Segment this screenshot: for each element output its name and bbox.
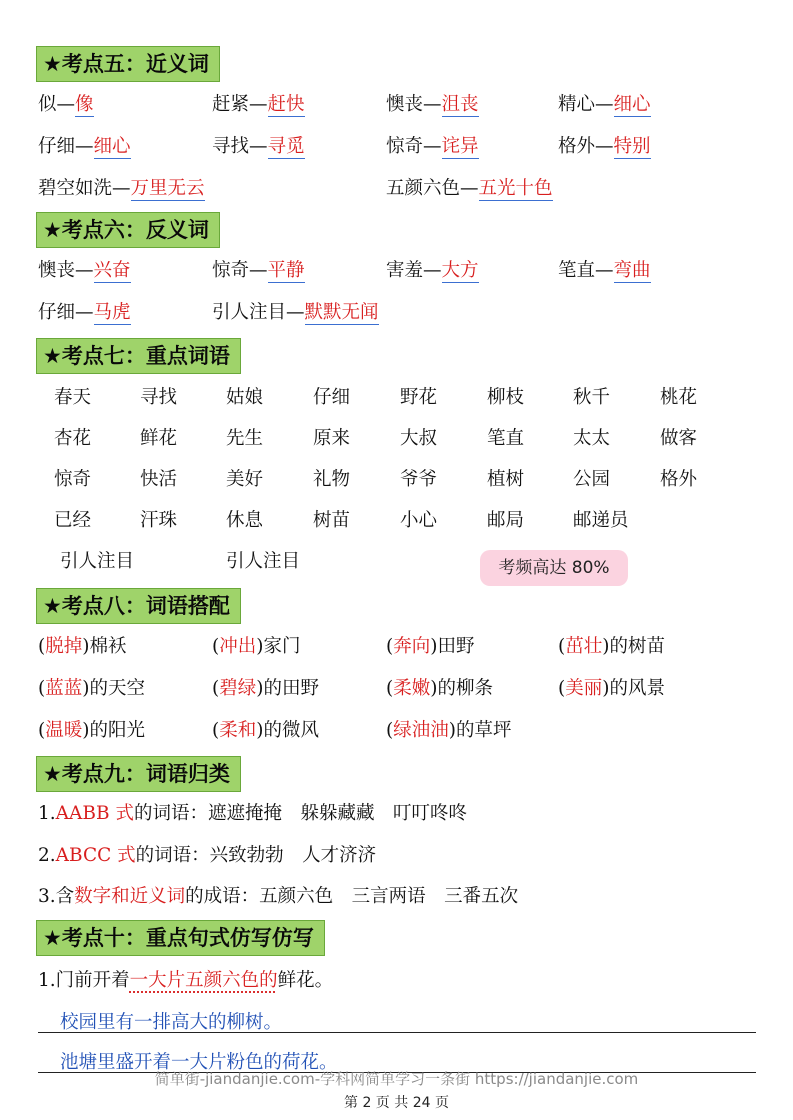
- word: )的风景: [602, 678, 665, 699]
- paren: (: [38, 720, 46, 741]
- answer: 兴奋: [93, 260, 131, 281]
- sentence-start: 1.门前开着: [38, 970, 130, 991]
- pattern: AABB 式: [55, 803, 134, 824]
- word: 精心—: [558, 94, 614, 115]
- item-text: 的成语：五颜六色 三言两语 三番五次: [185, 886, 519, 907]
- classify-line-1: [38, 801, 467, 827]
- item-number: 1.: [38, 803, 56, 824]
- key-word: 礼物: [313, 469, 351, 490]
- word: )的柳条: [430, 678, 493, 699]
- paren: (: [386, 720, 394, 741]
- word: 寻找—: [212, 136, 268, 157]
- answer: 细心: [613, 94, 651, 115]
- key-word: 邮局: [487, 510, 525, 531]
- page-footer: 第 2 页 共 24 页: [344, 1095, 449, 1111]
- answer: 奔向: [393, 636, 431, 657]
- answer: 马虎: [93, 302, 131, 323]
- section-header-8: ★考点八：词语搭配: [36, 588, 241, 624]
- key-word: 柳枝: [487, 387, 525, 408]
- answer: 赶快: [267, 94, 305, 115]
- answer: 脱掉: [45, 636, 83, 657]
- answer: 五光十色: [478, 178, 553, 199]
- key-word: 公园: [573, 469, 611, 490]
- answer-line-1: 校园里有一排高大的柳树。: [60, 1012, 283, 1033]
- key-word: 小心: [400, 510, 438, 531]
- imitation-question-1: [38, 968, 333, 994]
- answer: 像: [75, 94, 94, 115]
- word: )的阳光: [82, 720, 145, 741]
- answer: 柔和: [219, 720, 257, 741]
- answer-line-2: 池塘里盛开着一大片粉色的荷花。: [60, 1052, 338, 1073]
- word: 懊丧—: [386, 94, 442, 115]
- answer: 沮丧: [441, 94, 479, 115]
- answer: 柔嫩: [393, 678, 431, 699]
- key-word: 植树: [487, 469, 525, 490]
- key-word: 野花: [400, 387, 438, 408]
- pattern: ABCC 式: [55, 845, 136, 866]
- answer: 特别: [613, 136, 651, 157]
- answer: 细心: [93, 136, 131, 157]
- key-word: 引人注目: [226, 551, 301, 572]
- item-number: 3.含: [38, 886, 75, 907]
- key-word: 太太: [573, 428, 611, 449]
- frequency-badge: 考频高达 80%: [480, 550, 628, 586]
- word: 五颜六色—: [386, 178, 479, 199]
- section-header-7: ★考点七：重点词语: [36, 338, 241, 374]
- sentence-end: 鲜花。: [277, 970, 334, 991]
- key-word: 姑娘: [226, 387, 264, 408]
- word: )的微风: [256, 720, 319, 741]
- word: )的草坪: [448, 720, 512, 741]
- word: 懊丧—: [38, 260, 94, 281]
- key-word: 春天: [54, 387, 92, 408]
- word: 仔细—: [38, 136, 94, 157]
- section-header-10: ★考点十：重点句式仿写仿写: [36, 920, 325, 956]
- key-word: 桃花: [660, 387, 698, 408]
- key-word: 爷爷: [400, 469, 438, 490]
- word: )家门: [256, 636, 301, 657]
- word: 惊奇—: [212, 260, 268, 281]
- paren: (: [38, 678, 46, 699]
- key-word: 寻找: [140, 387, 178, 408]
- section-header-5: ★考点五：近义词: [36, 46, 220, 82]
- paren: (: [212, 636, 220, 657]
- word: )的天空: [82, 678, 145, 699]
- paren: (: [38, 636, 46, 657]
- pattern: 数字和近义词: [74, 886, 186, 907]
- answer: 万里无云: [130, 178, 205, 199]
- paren: (: [558, 636, 566, 657]
- emphasis: 一大片五颜六色的: [129, 970, 278, 991]
- key-word: 鲜花: [140, 428, 178, 449]
- word: 害羞—: [386, 260, 442, 281]
- answer: 绿油油: [393, 720, 449, 741]
- key-word: 休息: [226, 510, 264, 531]
- answer: 大方: [441, 260, 479, 281]
- item-text: 的词语：遮遮掩掩 躲躲藏藏 叮叮咚咚: [133, 803, 467, 824]
- answer: 茁壮: [565, 636, 603, 657]
- answer: 碧绿: [219, 678, 257, 699]
- word: 惊奇—: [386, 136, 442, 157]
- key-word: 美好: [226, 469, 264, 490]
- answer: 温暖: [45, 720, 83, 741]
- key-word: 邮递员: [573, 510, 629, 531]
- answer: 弯曲: [613, 260, 651, 281]
- section-header-9: ★考点九：词语归类: [36, 756, 241, 792]
- key-word: 大叔: [400, 428, 438, 449]
- classify-line-3: [38, 884, 518, 910]
- key-word: 杏花: [54, 428, 92, 449]
- word: 赶紧—: [212, 94, 268, 115]
- word: 格外—: [558, 136, 614, 157]
- word: 碧空如洗—: [38, 178, 131, 199]
- word: )的树苗: [602, 636, 665, 657]
- answer: 冲出: [219, 636, 257, 657]
- word: 笔直—: [558, 260, 614, 281]
- answer: 诧异: [441, 136, 479, 157]
- key-word: 原来: [313, 428, 351, 449]
- key-word: 做客: [660, 428, 698, 449]
- answer: 寻觅: [267, 136, 305, 157]
- key-word: 汗珠: [140, 510, 178, 531]
- key-word: 先生: [226, 428, 264, 449]
- key-word: 仔细: [313, 387, 351, 408]
- answer: 默默无闻: [304, 302, 379, 323]
- paren: (: [386, 678, 394, 699]
- word: 引人注目—: [212, 302, 305, 323]
- word: 仔细—: [38, 302, 94, 323]
- item-text: 的词语：兴致勃勃 人才济济: [135, 845, 377, 866]
- paren: (: [212, 720, 220, 741]
- word: 似—: [38, 94, 76, 115]
- key-word: 惊奇: [54, 469, 92, 490]
- paren: (: [386, 636, 394, 657]
- word: )棉袄: [82, 636, 127, 657]
- paren: (: [558, 678, 566, 699]
- key-word: 格外: [660, 469, 698, 490]
- key-word: 秋千: [573, 387, 611, 408]
- item-number: 2.: [38, 845, 56, 866]
- paren: (: [212, 678, 220, 699]
- key-word: 笔直: [487, 428, 525, 449]
- answer: 蓝蓝: [45, 678, 83, 699]
- section-header-6: ★考点六：反义词: [36, 212, 220, 248]
- key-word: 树苗: [313, 510, 351, 531]
- key-word: 快活: [140, 469, 178, 490]
- answer: 美丽: [565, 678, 603, 699]
- watermark: 简单街-jiandanjie.com-学科网简单学习一条街 https://jiandanjie.com: [154, 1070, 639, 1088]
- classify-line-2: [38, 843, 376, 869]
- answer: 平静: [267, 260, 305, 281]
- key-word: 引人注目: [60, 551, 135, 572]
- answer-rule-1: [38, 1032, 756, 1033]
- word: )的田野: [256, 678, 319, 699]
- key-word: 已经: [54, 510, 92, 531]
- word: )田野: [430, 636, 475, 657]
